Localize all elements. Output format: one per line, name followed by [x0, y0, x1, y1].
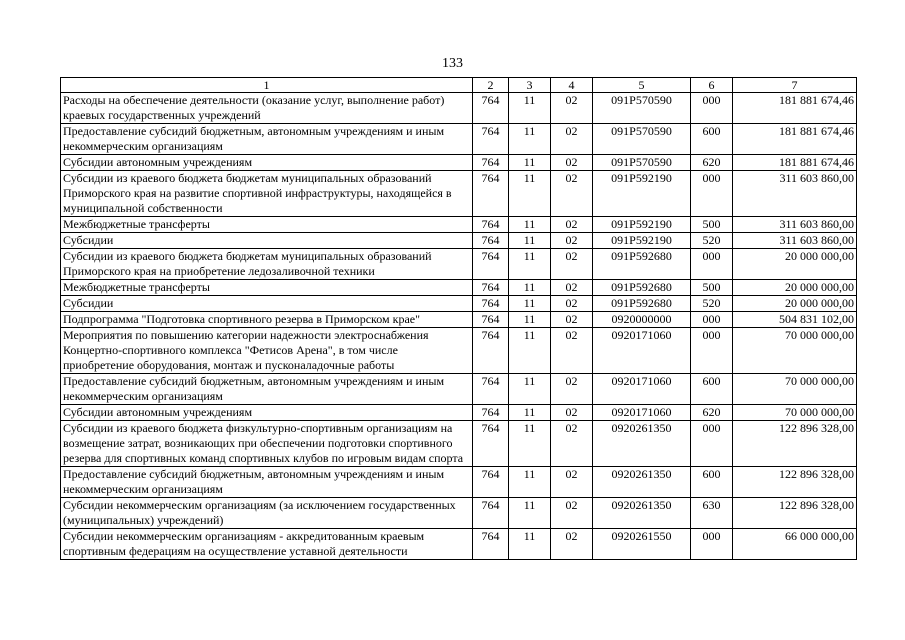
row-name: Субсидии из краевого бюджета бюджетам муниципальных образований Приморского края на развитие спортивной инфраструктуры, находящейся в муниципальной собственности — [61, 171, 473, 217]
row-name: Межбюджетные трансферты — [61, 280, 473, 296]
header-cell: 5 — [593, 78, 691, 93]
section-code: 11 — [509, 155, 551, 171]
target-article-code: 0920261350 — [593, 498, 691, 529]
expense-type-code: 500 — [691, 217, 733, 233]
row-name: Субсидии автономным учреждениям — [61, 405, 473, 421]
subsection-code: 02 — [551, 217, 593, 233]
ministry-code: 764 — [473, 467, 509, 498]
amount: 20 000 000,00 — [733, 280, 857, 296]
amount: 122 896 328,00 — [733, 498, 857, 529]
target-article-code: 091P570590 — [593, 124, 691, 155]
ministry-code: 764 — [473, 374, 509, 405]
expense-type-code: 520 — [691, 296, 733, 312]
ministry-code: 764 — [473, 155, 509, 171]
table-row — [61, 467, 857, 498]
expense-type-code: 000 — [691, 328, 733, 374]
amount: 181 881 674,46 — [733, 155, 857, 171]
target-article-code: 091P592680 — [593, 280, 691, 296]
budget-table — [60, 77, 857, 560]
subsection-code: 02 — [551, 171, 593, 217]
table-row — [61, 421, 857, 467]
target-article-code: 091P592680 — [593, 249, 691, 280]
subsection-code: 02 — [551, 529, 593, 560]
target-article-code: 0920261550 — [593, 529, 691, 560]
table-row — [61, 249, 857, 280]
amount: 66 000 000,00 — [733, 529, 857, 560]
expense-type-code: 500 — [691, 280, 733, 296]
table-row — [61, 93, 857, 124]
expense-type-code: 000 — [691, 93, 733, 124]
subsection-code: 02 — [551, 93, 593, 124]
target-article-code: 0920171060 — [593, 405, 691, 421]
subsection-code: 02 — [551, 328, 593, 374]
row-name: Субсидии — [61, 233, 473, 249]
section-code: 11 — [509, 312, 551, 328]
section-code: 11 — [509, 421, 551, 467]
amount: 311 603 860,00 — [733, 233, 857, 249]
subsection-code: 02 — [551, 249, 593, 280]
section-code: 11 — [509, 296, 551, 312]
section-code: 11 — [509, 249, 551, 280]
expense-type-code: 600 — [691, 124, 733, 155]
amount: 311 603 860,00 — [733, 217, 857, 233]
target-article-code: 091P592190 — [593, 217, 691, 233]
section-code: 11 — [509, 467, 551, 498]
row-name: Субсидии некоммерческим организациям (за исключением государственных (муниципальных) учреждений) — [61, 498, 473, 529]
target-article-code: 091P592190 — [593, 233, 691, 249]
section-code: 11 — [509, 233, 551, 249]
amount: 122 896 328,00 — [733, 467, 857, 498]
expense-type-code: 000 — [691, 249, 733, 280]
section-code: 11 — [509, 280, 551, 296]
header-cell: 4 — [551, 78, 593, 93]
ministry-code: 764 — [473, 498, 509, 529]
header-cell: 2 — [473, 78, 509, 93]
header-cell: 6 — [691, 78, 733, 93]
amount: 70 000 000,00 — [733, 374, 857, 405]
expense-type-code: 000 — [691, 171, 733, 217]
target-article-code: 0920171060 — [593, 374, 691, 405]
row-name: Расходы на обеспечение деятельности (оказание услуг, выполнение работ) краевых государственных учреждений — [61, 93, 473, 124]
table-row — [61, 171, 857, 217]
section-code: 11 — [509, 171, 551, 217]
ministry-code: 764 — [473, 312, 509, 328]
ministry-code: 764 — [473, 233, 509, 249]
table-row — [61, 155, 857, 171]
amount: 181 881 674,46 — [733, 124, 857, 155]
header-cell: 1 — [61, 78, 473, 93]
table-row — [61, 374, 857, 405]
target-article-code: 091P570590 — [593, 93, 691, 124]
subsection-code: 02 — [551, 296, 593, 312]
ministry-code: 764 — [473, 405, 509, 421]
expense-type-code: 000 — [691, 312, 733, 328]
target-article-code: 091P592680 — [593, 296, 691, 312]
amount: 122 896 328,00 — [733, 421, 857, 467]
target-article-code: 091P570590 — [593, 155, 691, 171]
ministry-code: 764 — [473, 249, 509, 280]
expense-type-code: 000 — [691, 421, 733, 467]
subsection-code: 02 — [551, 421, 593, 467]
expense-type-code: 600 — [691, 467, 733, 498]
table-row — [61, 405, 857, 421]
row-name: Предоставление субсидий бюджетным, автономным учреждениям и иным некоммерческим организациям — [61, 124, 473, 155]
amount: 70 000 000,00 — [733, 405, 857, 421]
row-name: Субсидии — [61, 296, 473, 312]
section-code: 11 — [509, 124, 551, 155]
ministry-code: 764 — [473, 217, 509, 233]
row-name: Субсидии из краевого бюджета физкультурно-спортивным организациям на возмещение затрат, возникающих при обеспечении подготовки спортивного резерва для спортивных команд спортивных клубов по игровым видам спорта — [61, 421, 473, 467]
section-code: 11 — [509, 328, 551, 374]
subsection-code: 02 — [551, 498, 593, 529]
row-name: Предоставление субсидий бюджетным, автономным учреждениям и иным некоммерческим организациям — [61, 467, 473, 498]
target-article-code: 0920000000 — [593, 312, 691, 328]
expense-type-code: 600 — [691, 374, 733, 405]
expense-type-code: 620 — [691, 155, 733, 171]
table-row — [61, 124, 857, 155]
row-name: Межбюджетные трансферты — [61, 217, 473, 233]
row-name: Субсидии автономным учреждениям — [61, 155, 473, 171]
header-row — [61, 78, 857, 93]
row-name: Предоставление субсидий бюджетным, автономным учреждениям и иным некоммерческим организациям — [61, 374, 473, 405]
expense-type-code: 000 — [691, 529, 733, 560]
target-article-code: 0920261350 — [593, 421, 691, 467]
amount: 311 603 860,00 — [733, 171, 857, 217]
header-cell: 3 — [509, 78, 551, 93]
subsection-code: 02 — [551, 155, 593, 171]
expense-type-code: 620 — [691, 405, 733, 421]
row-name: Субсидии из краевого бюджета бюджетам муниципальных образований Приморского края на приобретение ледозаливочной техники — [61, 249, 473, 280]
subsection-code: 02 — [551, 233, 593, 249]
subsection-code: 02 — [551, 280, 593, 296]
subsection-code: 02 — [551, 124, 593, 155]
target-article-code: 091P592190 — [593, 171, 691, 217]
ministry-code: 764 — [473, 93, 509, 124]
table-row — [61, 312, 857, 328]
page-number: 133 — [442, 56, 463, 71]
expense-type-code: 520 — [691, 233, 733, 249]
table-row — [61, 529, 857, 560]
table-row — [61, 328, 857, 374]
amount: 70 000 000,00 — [733, 328, 857, 374]
table-row — [61, 498, 857, 529]
header-cell: 7 — [733, 78, 857, 93]
amount: 181 881 674,46 — [733, 93, 857, 124]
ministry-code: 764 — [473, 328, 509, 374]
subsection-code: 02 — [551, 374, 593, 405]
table-row — [61, 233, 857, 249]
ministry-code: 764 — [473, 529, 509, 560]
section-code: 11 — [509, 529, 551, 560]
row-name: Подпрограмма "Подготовка спортивного резерва в Приморском крае" — [61, 312, 473, 328]
row-name: Мероприятия по повышению категории надежности электроснабжения Концертно-спортивного комплекса "Фетисов Арена", в том числе приобретение оборудования, монтаж и пусконаладочные работы — [61, 328, 473, 374]
ministry-code: 764 — [473, 280, 509, 296]
target-article-code: 0920261350 — [593, 467, 691, 498]
ministry-code: 764 — [473, 421, 509, 467]
section-code: 11 — [509, 374, 551, 405]
expense-type-code: 630 — [691, 498, 733, 529]
subsection-code: 02 — [551, 312, 593, 328]
table-row — [61, 296, 857, 312]
ministry-code: 764 — [473, 296, 509, 312]
section-code: 11 — [509, 498, 551, 529]
section-code: 11 — [509, 93, 551, 124]
ministry-code: 764 — [473, 124, 509, 155]
table-row — [61, 217, 857, 233]
row-name: Субсидии некоммерческим организациям - аккредитованным краевым спортивным федерациям на осуществление уставной деятельности — [61, 529, 473, 560]
subsection-code: 02 — [551, 467, 593, 498]
subsection-code: 02 — [551, 405, 593, 421]
amount: 20 000 000,00 — [733, 296, 857, 312]
ministry-code: 764 — [473, 171, 509, 217]
section-code: 11 — [509, 217, 551, 233]
amount: 20 000 000,00 — [733, 249, 857, 280]
section-code: 11 — [509, 405, 551, 421]
table-row — [61, 280, 857, 296]
amount: 504 831 102,00 — [733, 312, 857, 328]
target-article-code: 0920171060 — [593, 328, 691, 374]
